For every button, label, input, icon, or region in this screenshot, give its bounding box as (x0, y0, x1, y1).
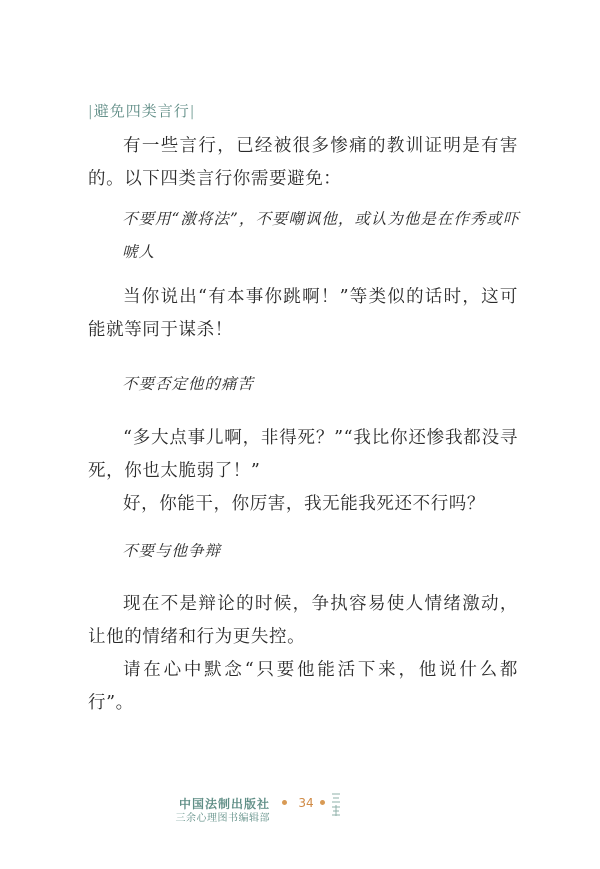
page-footer (0, 795, 600, 825)
page-number: 34 (298, 796, 314, 810)
section-title-text: 避免四类言行 (93, 102, 190, 120)
publisher-logo-icon (330, 792, 342, 818)
dot-left-icon (282, 800, 287, 805)
publisher-department: 三余心理图书编辑部 (175, 813, 270, 824)
intro-paragraph: 有一些言行，已经被很多惨痛的教训证明是有害的。以下四类言行你需要避免： (88, 136, 518, 189)
publisher-name: 中国法制出版社 (178, 797, 270, 811)
heading-no-argue: 不要与他争辩 (122, 542, 222, 560)
paragraph-argue: 现在不是辩论的时候，争执容易使人情绪激动，让他的情绪和行为更失控。 (88, 594, 518, 647)
section-title (88, 100, 195, 121)
paragraph-denial-response: 好，你能干，你厉害，我无能我死还不行吗？ (123, 494, 485, 514)
title-bar-left: | (88, 104, 94, 120)
dot-right-icon (320, 800, 325, 805)
paragraph-provocation: 当你说出“有本事你跳啊！”等类似的话时，这可能就等同于谋杀！ (88, 287, 518, 340)
paragraph-mantra: 请在心中默念“只要他能活下来，他说什么都行”。 (88, 660, 518, 713)
title-bar-right: | (189, 104, 196, 120)
heading-no-denial: 不要否定他的痛苦 (122, 375, 255, 393)
paragraph-denial-quote: “多大点事儿啊，非得死？”“我比你还惨我都没寻死，你也太脆弱了！” (88, 428, 518, 481)
heading-no-provocation: 不要用“激将法”，不要嘲讽他，或认为他是在作秀或吓唬人 (122, 210, 520, 261)
